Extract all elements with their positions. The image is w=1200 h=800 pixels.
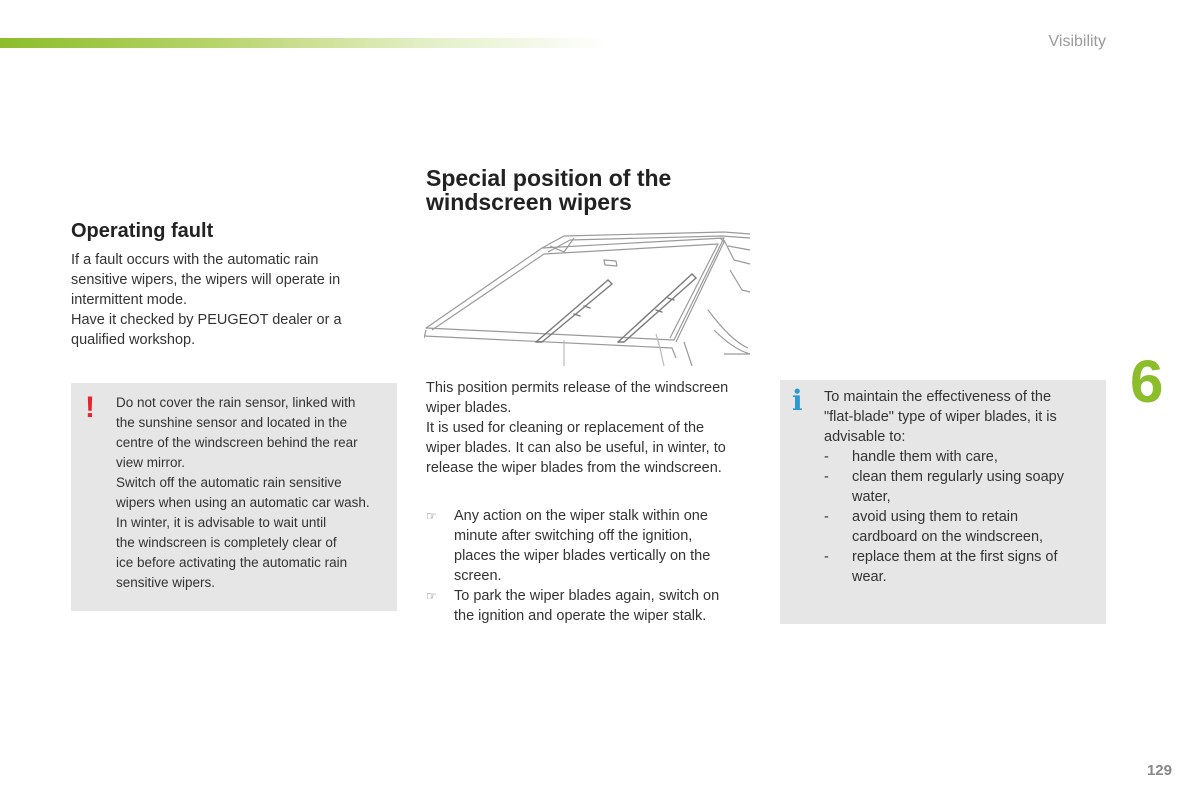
list-item: - clean them regularly using soapy water, xyxy=(824,469,1064,505)
chapter-number: 6 xyxy=(1130,348,1164,415)
page-number: 129 xyxy=(1146,762,1172,779)
windscreen-wipers-illustration xyxy=(424,230,752,368)
list-item: - handle them with care, xyxy=(824,449,998,465)
dash-bullet: - xyxy=(824,449,829,465)
info-list xyxy=(824,447,1094,587)
warning-box xyxy=(71,383,397,611)
pointing-hand-icon: ☞ xyxy=(426,589,437,603)
list-item: ☞ Any action on the wiper stalk within one minute after switching off the ignition, places the wiper blades vertically on the screen. xyxy=(426,508,711,584)
action-bullet-list xyxy=(426,506,746,626)
info-intro-text: To maintain the effectiveness of the "flat-blade" type of wiper blades, it is advisable to: xyxy=(824,389,1057,445)
section-name: Visibility xyxy=(1048,33,1106,50)
warning-text: Do not cover the rain sensor, linked with the sunshine sensor and located in the centre of the windscreen behind the rear view mirror. Switch off the automatic rain sensitive wipers when using an automatic car wash. In winter, it is advisable to wait until the windscreen is completely clear of ice before activating the automatic rain sensitive wipers. xyxy=(116,395,370,590)
info-icon: i xyxy=(792,384,803,417)
list-item: - replace them at the first signs of wear. xyxy=(824,549,1058,585)
dash-bullet: - xyxy=(824,469,829,485)
info-box xyxy=(780,380,1106,624)
pointing-hand-icon: ☞ xyxy=(426,509,437,523)
special-position-text: This position permits release of the windscreen wiper blades. It is used for cleaning or replacement of the wiper blades. It can also be useful, in winter, to release the wiper blades from the windscreen. xyxy=(426,380,729,476)
header-accent-bar xyxy=(0,38,610,48)
special-position-title: Special position of the windscreen wipers xyxy=(426,165,672,215)
list-item: - avoid using them to retain cardboard on the windscreen, xyxy=(824,509,1044,545)
dash-bullet: - xyxy=(824,549,829,565)
warning-exclamation-icon: ! xyxy=(85,391,95,424)
operating-fault-text: If a fault occurs with the automatic rain sensitive wipers, the wipers will operate in intermittent mode. Have it checked by PEUGEOT dealer or a qualified workshop. xyxy=(71,252,342,348)
dash-bullet: - xyxy=(824,509,829,525)
list-item: ☞ To park the wiper blades again, switch on the ignition and operate the wiper stalk. xyxy=(426,588,720,624)
operating-fault-heading: Operating fault xyxy=(71,220,214,242)
